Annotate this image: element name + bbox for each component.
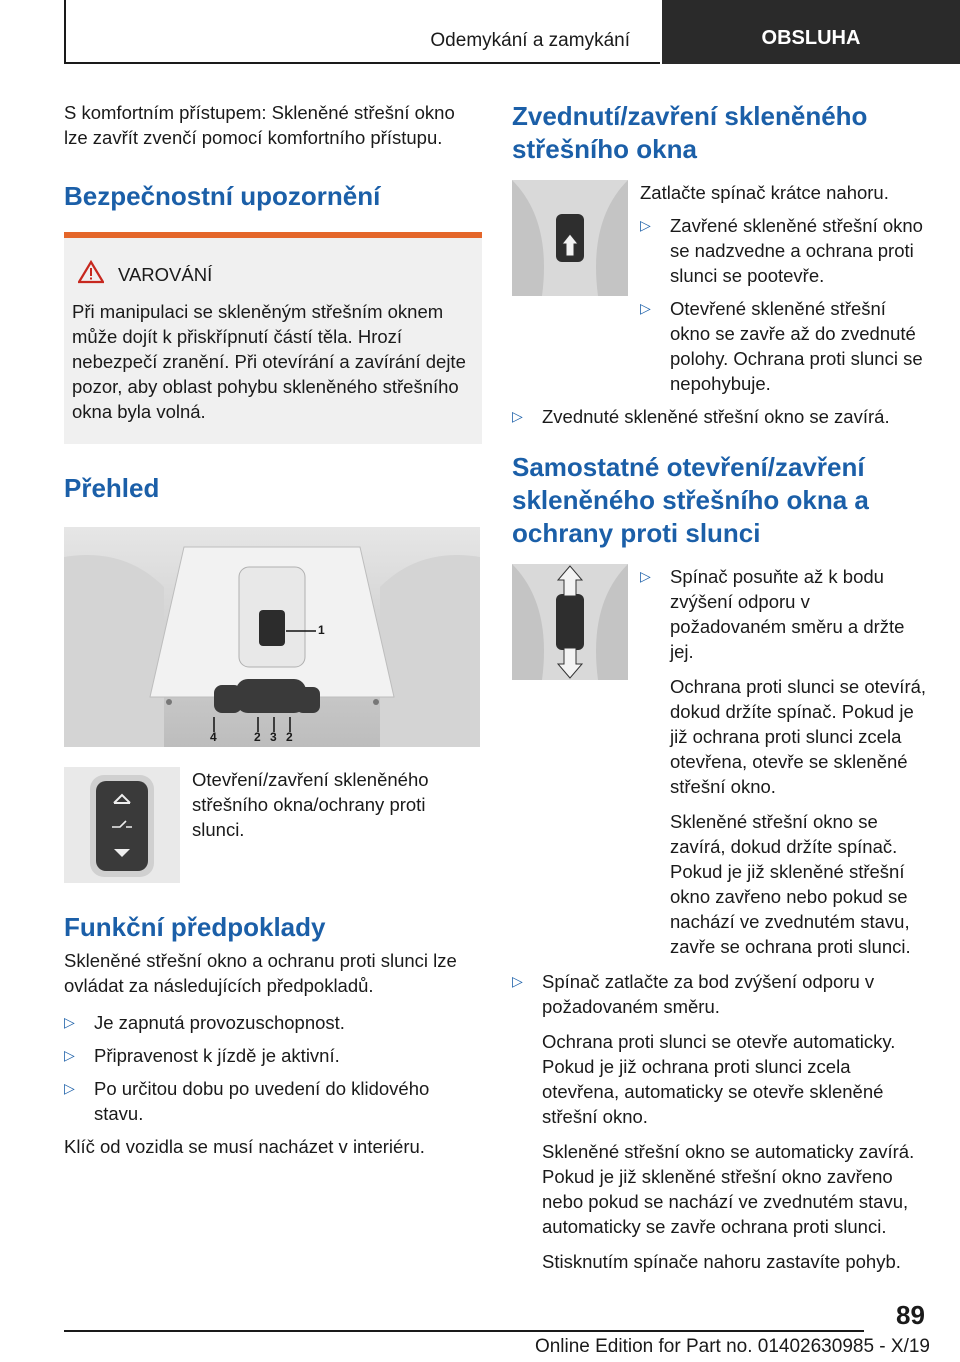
callout-3: 3 <box>270 730 277 744</box>
overview-photo <box>64 527 480 747</box>
raise-list-full <box>512 404 930 429</box>
list-item: ▷ Je zapnutá provozuschopnost. <box>64 1012 345 1033</box>
footer-rule <box>64 1330 864 1332</box>
raise-heading: Zvednutí/zavření skleněného střešního okna <box>512 101 868 164</box>
switch-closeup-photo <box>64 767 180 883</box>
bullet-triangle-icon: ▷ <box>64 1014 75 1030</box>
list-item: ▷ Otevřené skleněné střešní okno se zavře až do zvednuté polohy. Ochrana proti slunci se nepohybuje. <box>640 298 923 394</box>
separate-heading: Samostatné otevření/zavření skleněného střešního okna a ochrany proti slunci <box>512 452 869 548</box>
key-note: Klíč od vozidla se musí nacházet v interiéru. <box>64 1136 425 1157</box>
bullet-triangle-icon: ▷ <box>64 1080 75 1096</box>
header-section-title: Odemykání a zamykání <box>430 30 630 51</box>
switch-caption: Otevření/zavření skleněného střešního okna/ochrany proti slunci. <box>192 769 429 840</box>
list-item: ▷ Zvednuté skleněné střešní okno se zavírá. <box>512 406 890 427</box>
list-item: ▷ Spínač zatlačte za bod zvýšení odporu v požadovaném směru. Ochrana proti slunci se otevře automaticky. Pokud je již ochrana proti slunci zcela otevřena, automaticky se otevře skleněné střešní okno. Skleněné střešní okno se automaticky zavírá. Pokud je již skleněné střešní okno zavřeno nebo pokud se nachází ve zvednutém stavu, automaticky se zavře ochrana proti slunci. Stisknutím spínače nahoru zastavíte pohyb. <box>512 969 930 1274</box>
callout-1: 1 <box>318 623 325 637</box>
warning-triangle-icon <box>78 260 104 289</box>
separate-switch-photo <box>512 564 628 680</box>
warning-text: Při manipulaci se skleněným střešním oknem může dojít k přiskřípnutí částí těla. Hrozí nebezpečí zranění. Při otevírání a zavírání dejte pozor, aby oblast pohybu skleněného střešního okna byla volná. <box>72 301 466 422</box>
sep-item2-para3: Skleněné střešní okno se automaticky zavírá. Pokud je již skleněné střešní okno zavřeno nebo pokud se nachází ve zvednutém stavu, automaticky se zavře ochrana proti slunci. <box>542 1141 915 1237</box>
right-column <box>512 100 930 1274</box>
footer-edition: Online Edition for Part no. 01402630985 - X/19 <box>534 1336 930 1357</box>
bullet-triangle-icon: ▷ <box>512 408 523 424</box>
switch-figure-row <box>64 767 482 883</box>
left-column <box>64 100 482 1159</box>
bullet-triangle-icon: ▷ <box>640 300 651 316</box>
list-item: ▷ Zavřené skleněné střešní okno se nadzvedne a ochrana proti slunci se pootevře. <box>640 215 923 286</box>
callout-4: 4 <box>210 730 217 744</box>
safety-heading: Bezpečnostní upozornění <box>64 181 381 211</box>
page-number: 89 <box>896 1300 925 1330</box>
list-item: ▷ Spínač posuňte až k bodu zvýšení odporu v požadovaném směru a držte jej. Ochrana proti slunci se otevírá, dokud držíte spínač. Pokud je již ochrana proti slunci zcela otevřena, otevře se skleněné střešní okno. Skleněné střešní okno se zavírá, dokud držíte spínač. Pokud je již skleněné střešní okno zavřeno nebo pokud se nachází ve zvednutém stavu, zavře se ochrana proti slunci. <box>640 564 930 959</box>
bullet-triangle-icon: ▷ <box>640 217 651 233</box>
callout-2b: 2 <box>286 730 293 744</box>
bullet-triangle-icon: ▷ <box>512 973 523 989</box>
raise-figure-row <box>512 180 930 396</box>
separate-figure-row <box>512 564 930 959</box>
raise-intro: Zatlačte spínač krátce nahoru. <box>640 182 889 203</box>
raise-list <box>640 213 930 396</box>
raise-switch-photo <box>512 180 628 296</box>
header-chapter-tab: OBSLUHA <box>662 0 960 64</box>
prereq-heading: Funkční předpoklady <box>64 912 326 942</box>
prereq-text: Skleněné střešní okno a ochranu proti slunci lze ovládat za následujících předpokladů. <box>64 950 457 996</box>
sep-item1-para2: Ochrana proti slunci se otevírá, dokud držíte spínač. Pokud je již ochrana proti slunci zcela otevřena, otevře se skleněné střešní okno. <box>670 676 927 797</box>
separate-list-full <box>512 969 930 1274</box>
sep-item2-para4: Stisknutím spínače nahoru zastavíte pohyb. <box>542 1251 901 1272</box>
callout-2a: 2 <box>254 730 261 744</box>
bullet-triangle-icon: ▷ <box>640 568 651 584</box>
sep-item2-para2: Ochrana proti slunci se otevře automaticky. Pokud je již ochrana proti slunci zcela otevřena, automaticky se otevře skleněné střešní okno. <box>542 1031 896 1127</box>
prereq-list <box>64 1010 482 1126</box>
separate-list <box>640 564 930 959</box>
warning-title: VAROVÁNÍ <box>118 263 213 285</box>
list-item: ▷ Po určitou dobu po uvedení do klidového stavu. <box>64 1078 430 1124</box>
bullet-triangle-icon: ▷ <box>64 1047 75 1063</box>
intro-paragraph: S komfortním přístupem: Skleněné střešní okno lze zavřít zvenčí pomocí komfortního přístupu. <box>64 102 455 148</box>
list-item: ▷ Připravenost k jízdě je aktivní. <box>64 1045 340 1066</box>
sep-item1-para3: Skleněné střešní okno se zavírá, dokud držíte spínač. Pokud je již skleněné střešní okno zavřeno nebo pokud se nachází ve zvednutém stavu, zavře se ochrana proti slunci. <box>670 811 911 957</box>
overview-heading: Přehled <box>64 473 160 503</box>
warning-box <box>64 232 482 444</box>
